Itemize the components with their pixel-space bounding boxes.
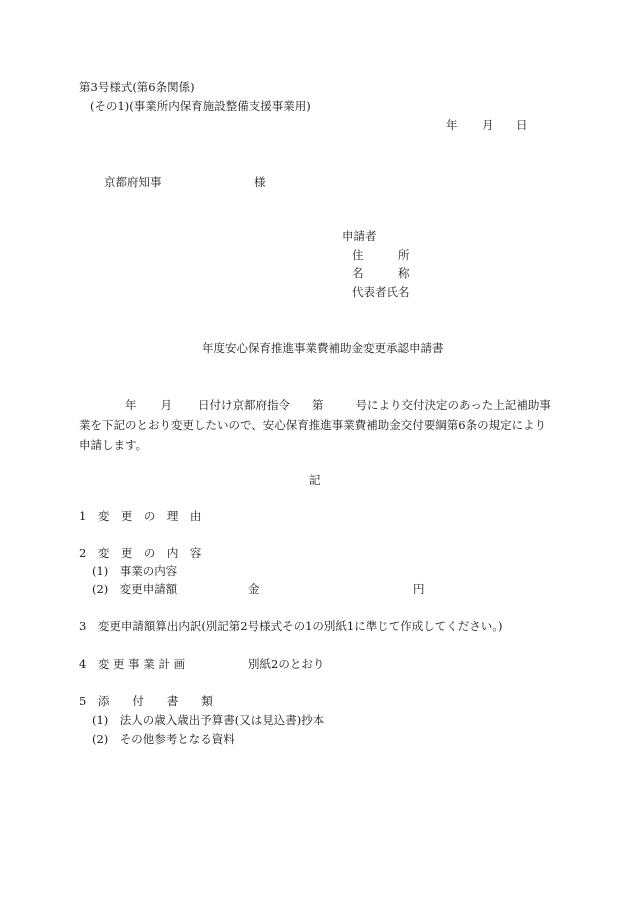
item-3-calculation-breakdown: 3 変更申請額算出内訳(別記第2号様式その1の別紙1に準じて作成してください。) xyxy=(79,619,503,633)
applicant-address-label: 住 所 xyxy=(352,248,410,262)
item-5-sub-1: (1) 法人の歳入歳出予算書(又は見込書)抄本 xyxy=(92,713,325,727)
ki-heading: 記 xyxy=(309,473,321,487)
body-number-prefix: 第 xyxy=(312,398,324,412)
item-2-sub-2-yen: 円 xyxy=(413,582,425,596)
item-5-sub-2: (2) その他参考となる資料 xyxy=(92,732,235,746)
form-number: 第3号様式(第6条関係) xyxy=(79,80,195,94)
body-paragraph xyxy=(79,395,557,455)
applicant-label: 申請者 xyxy=(342,229,377,243)
item-2-sub-2-kin: 金 xyxy=(248,582,260,596)
item-4-change-plan-value: 別紙2のとおり xyxy=(248,657,325,671)
item-2-change-content: 2 変 更 の 内 容 xyxy=(79,546,202,560)
applicant-representative-label: 代表者氏名 xyxy=(352,285,410,299)
body-year: 年 xyxy=(125,398,137,412)
body-dated: 日付け京都府指令 xyxy=(198,398,290,412)
addressee-name: 京都府知事 xyxy=(104,175,162,189)
date-day-label: 日 xyxy=(516,118,528,132)
item-2-sub-1: (1) 事業の内容 xyxy=(92,564,178,578)
date-year-label: 年 xyxy=(446,118,458,132)
form-subtitle: (その1)(事業所内保育施設整備支援事業用) xyxy=(90,99,311,113)
item-1-change-reason: 1 変 更 の 理 由 xyxy=(79,509,202,523)
body-month: 月 xyxy=(160,398,172,412)
item-5-attachments: 5 添 付 書 類 xyxy=(79,694,213,708)
item-2-sub-2-label: (2) 変更申請額 xyxy=(92,582,178,596)
date-month-label: 月 xyxy=(482,118,494,132)
applicant-name-label: 名 称 xyxy=(352,266,410,280)
item-4-change-plan-label: 4 変 更 事 業 計 画 xyxy=(79,657,186,671)
addressee-honorific: 様 xyxy=(254,175,266,189)
document-title: 年度安心保育推進事業費補助金変更承認申請書 xyxy=(202,341,444,355)
body-text: 号により交付決定のあった上記補助事業を下記のとおり変更したいので、安心保育推進事業費補助金交付要綱第6条の規定により申請します。 xyxy=(79,398,551,452)
